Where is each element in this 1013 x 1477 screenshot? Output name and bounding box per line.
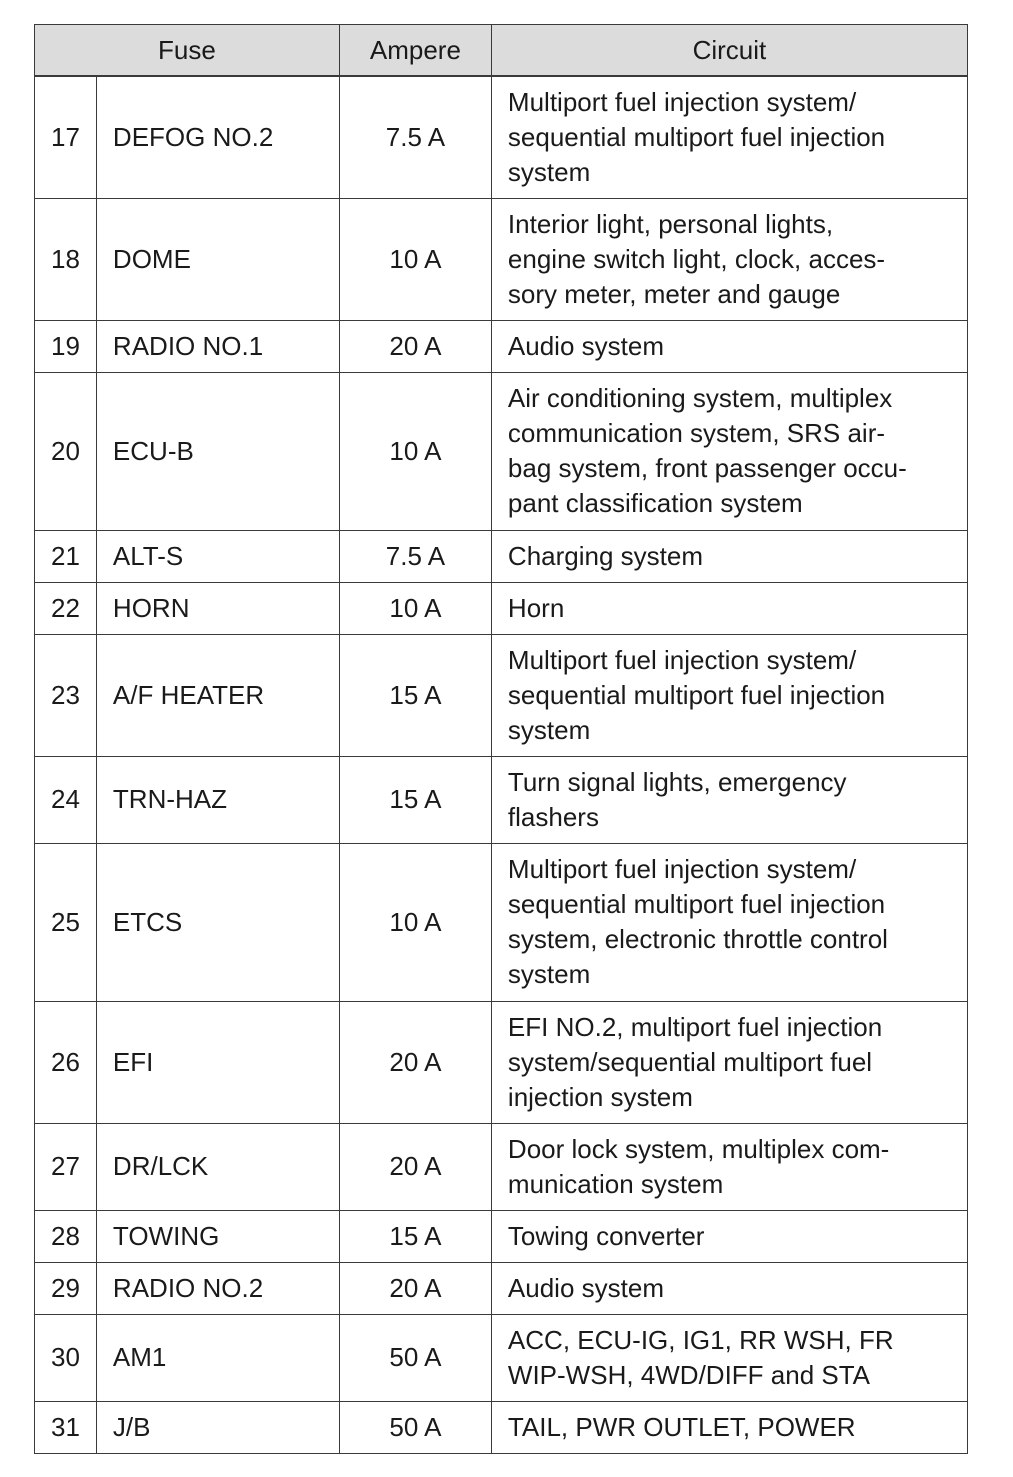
fuse-ampere: 10 A [339, 843, 491, 1001]
circuit-line: Multiport fuel injection system/ [507, 86, 857, 117]
table-row [35, 1314, 968, 1401]
fuse-number: 19 [35, 320, 97, 372]
circuit-line: flashers [507, 801, 599, 832]
table-header-row [35, 25, 968, 77]
fuse-ampere: 20 A [339, 320, 491, 372]
fuse-ampere: 20 A [339, 1262, 491, 1314]
table-body [35, 76, 968, 1453]
table-row [35, 1401, 968, 1453]
table-row [35, 530, 968, 582]
circuit-line: system [507, 714, 591, 745]
fuse-ampere: 10 A [339, 582, 491, 634]
fuse-ampere: 10 A [339, 198, 491, 320]
circuit-line: Charging system [507, 540, 703, 571]
fuse-number: 21 [35, 530, 97, 582]
fuse-circuit [491, 76, 967, 198]
fuse-circuit [491, 1210, 967, 1262]
fuse-name: TRN-HAZ [96, 756, 339, 843]
fuse-ampere: 50 A [339, 1401, 491, 1453]
circuit-line: bag system, front passenger occu- [507, 453, 907, 483]
table-row [35, 634, 968, 756]
circuit-line: pant classification system [507, 488, 803, 518]
circuit-line: sequential multiport fuel injection [507, 679, 886, 710]
fuse-name: TOWING [96, 1210, 339, 1262]
fuse-number: 27 [35, 1123, 97, 1210]
fuse-name: AM1 [96, 1314, 339, 1401]
fuse-number: 20 [35, 372, 97, 530]
circuit-line: ACC, ECU-IG, IG1, RR WSH, FR [507, 1324, 894, 1355]
table-row [35, 843, 968, 1001]
fuse-name: J/B [96, 1401, 339, 1453]
fuse-circuit [491, 582, 967, 634]
fuse-ampere: 20 A [339, 1123, 491, 1210]
fuse-name: RADIO NO.1 [96, 320, 339, 372]
fuse-circuit [491, 634, 967, 756]
fuse-number: 25 [35, 843, 97, 1001]
fuse-number: 22 [35, 582, 97, 634]
fuse-name: A/F HEATER [96, 634, 339, 756]
fuse-ampere: 10 A [339, 372, 491, 530]
header-fuse: Fuse [35, 25, 340, 77]
fuse-number: 28 [35, 1210, 97, 1262]
circuit-line: Multiport fuel injection system/ [507, 854, 857, 884]
circuit-line: Audio system [507, 1272, 664, 1303]
fuse-table [34, 24, 968, 1454]
table-row [35, 582, 968, 634]
fuse-number: 17 [35, 76, 97, 198]
fuse-ampere: 7.5 A [339, 530, 491, 582]
fuse-ampere: 50 A [339, 1314, 491, 1401]
circuit-line: munication system [507, 1168, 724, 1199]
table-row [35, 320, 968, 372]
fuse-name: ETCS [96, 843, 339, 1001]
circuit-line: sequential multiport fuel injection [507, 889, 886, 919]
fuse-ampere: 15 A [339, 634, 491, 756]
fuse-name: ECU-B [96, 372, 339, 530]
fuse-name: EFI [96, 1001, 339, 1123]
fuse-name: DR/LCK [96, 1123, 339, 1210]
fuse-number: 26 [35, 1001, 97, 1123]
fuse-number: 18 [35, 198, 97, 320]
table-row [35, 76, 968, 198]
table-row [35, 1210, 968, 1262]
fuse-number: 24 [35, 756, 97, 843]
circuit-line: Horn [507, 592, 565, 623]
circuit-line: engine switch light, clock, acces- [507, 243, 886, 274]
circuit-line: Air conditioning system, multiplex [507, 383, 893, 413]
fuse-circuit [491, 1314, 967, 1401]
fuse-circuit [491, 320, 967, 372]
fuse-circuit [491, 530, 967, 582]
fuse-number: 31 [35, 1401, 97, 1453]
circuit-line: Turn signal lights, emergency [507, 766, 847, 797]
table-row [35, 1123, 968, 1210]
circuit-line: system, electronic throttle control [507, 924, 888, 954]
fuse-circuit [491, 756, 967, 843]
fuse-ampere: 15 A [339, 1210, 491, 1262]
fuse-name: DOME [96, 198, 339, 320]
circuit-line: injection system [507, 1081, 693, 1112]
table-row [35, 372, 968, 530]
fuse-circuit [491, 843, 967, 1001]
fuse-name: RADIO NO.2 [96, 1262, 339, 1314]
fuse-circuit [491, 372, 967, 530]
fuse-name: DEFOG NO.2 [96, 76, 339, 198]
table-row [35, 198, 968, 320]
circuit-line: sory meter, meter and gauge [507, 278, 841, 309]
fuse-ampere: 7.5 A [339, 76, 491, 198]
fuse-ampere: 15 A [339, 756, 491, 843]
fuse-circuit [491, 1401, 967, 1453]
circuit-line: system [507, 156, 591, 187]
fuse-number: 23 [35, 634, 97, 756]
circuit-line: Audio system [507, 330, 664, 361]
header-ampere: Ampere [339, 25, 491, 77]
fuse-circuit [491, 1123, 967, 1210]
fuse-name: ALT-S [96, 530, 339, 582]
circuit-line: communication system, SRS air- [507, 418, 886, 448]
table-row [35, 756, 968, 843]
fuse-circuit [491, 198, 967, 320]
fuse-circuit [491, 1262, 967, 1314]
circuit-line: sequential multiport fuel injection [507, 121, 886, 152]
fuse-number: 29 [35, 1262, 97, 1314]
fuse-circuit [491, 1001, 967, 1123]
header-circuit: Circuit [491, 25, 967, 77]
table-row [35, 1262, 968, 1314]
circuit-line: system [507, 959, 591, 989]
circuit-line: WIP-WSH, 4WD/DIFF and STA [507, 1359, 871, 1390]
circuit-line: TAIL, PWR OUTLET, POWER [507, 1411, 856, 1442]
circuit-line: system/sequential multiport fuel [507, 1046, 873, 1077]
circuit-line: Interior light, personal lights, [507, 208, 834, 239]
circuit-line: Door lock system, multiplex com- [507, 1133, 890, 1164]
table-row [35, 1001, 968, 1123]
fuse-ampere: 20 A [339, 1001, 491, 1123]
circuit-line: Towing converter [507, 1220, 705, 1251]
fuse-number: 30 [35, 1314, 97, 1401]
circuit-line: Multiport fuel injection system/ [507, 644, 857, 675]
circuit-line: EFI NO.2, multiport fuel injection [507, 1011, 883, 1042]
fuse-name: HORN [96, 582, 339, 634]
